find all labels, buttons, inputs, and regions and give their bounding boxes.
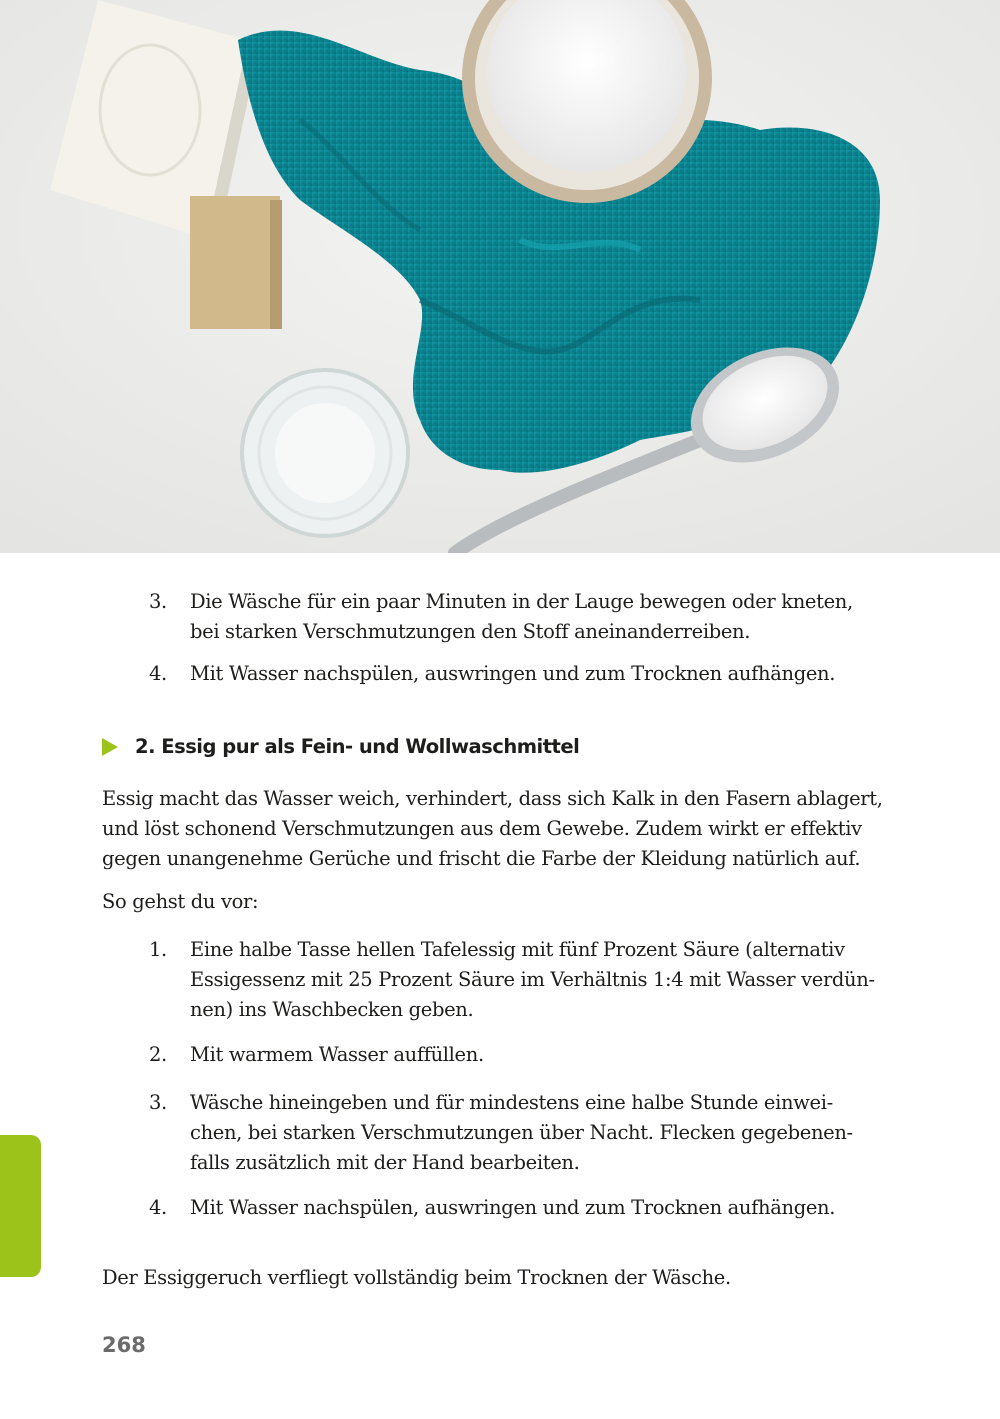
text-line: gegen unangenehme Gerüche und frischt die Farbe der Kleidung natürlich auf.	[102, 847, 861, 870]
text-line: bei starken Verschmutzungen den Stoff aneinanderreiben.	[190, 620, 751, 643]
list-number: 3.	[149, 1091, 167, 1114]
text-line: und löst schonend Verschmutzungen aus dem Gewebe. Zudem wirkt er effektiv	[102, 817, 862, 840]
list-number: 4.	[149, 1196, 167, 1219]
text-line: chen, bei starken Verschmutzungen über Nacht. Flecken gegebenen-	[190, 1121, 853, 1144]
text-line: Mit Wasser nachspülen, auswringen und zum Trocknen aufhängen.	[190, 662, 836, 685]
text-line: nen) ins Waschbecken geben.	[190, 998, 474, 1021]
list-item-text	[190, 659, 890, 689]
brown-soap	[190, 196, 282, 329]
list-item-text	[190, 1193, 890, 1223]
triangle-bullet-icon	[102, 738, 118, 756]
list-item-text	[190, 935, 890, 1025]
intro-paragraph	[102, 784, 902, 874]
list-number: 4.	[149, 662, 167, 685]
list-item-text	[190, 1088, 890, 1178]
text-line: Essigessenz mit 25 Prozent Säure im Verhältnis 1:4 mit Wasser verdün-	[190, 968, 875, 991]
text-line: Eine halbe Tasse hellen Tafelessig mit fünf Prozent Säure (alternativ	[190, 938, 845, 961]
lead-text: So gehst du vor:	[102, 890, 259, 913]
text-line: Essig macht das Wasser weich, verhindert, dass sich Kalk in den Fasern ablagert,	[102, 787, 883, 810]
header-photo	[0, 0, 1000, 553]
list-number: 2.	[149, 1043, 167, 1066]
closing-text: Der Essiggeruch verfliegt vollständig beim Trocknen der Wäsche.	[102, 1266, 731, 1289]
list-item-text	[190, 1040, 890, 1070]
section-heading-text: 2. Essig pur als Fein- und Wollwaschmittel	[135, 735, 580, 758]
list-number: 3.	[149, 590, 167, 613]
towel-soap-photo	[0, 0, 1000, 553]
text-line: Mit warmem Wasser auffüllen.	[190, 1043, 484, 1066]
chapter-tab	[0, 1135, 41, 1277]
text-line: Wäsche hineingeben und für mindestens eine halbe Stunde einwei-	[190, 1091, 833, 1114]
list-number: 1.	[149, 938, 167, 961]
list-item-text	[190, 587, 890, 647]
text-line: falls zusätzlich mit der Hand bearbeiten.	[190, 1151, 580, 1174]
text-line: Mit Wasser nachspülen, auswringen und zum Trocknen aufhängen.	[190, 1196, 836, 1219]
water-glass	[242, 370, 408, 536]
page-number: 268	[102, 1333, 146, 1357]
text-line: Die Wäsche für ein paar Minuten in der Lauge bewegen oder kneten,	[190, 590, 853, 613]
